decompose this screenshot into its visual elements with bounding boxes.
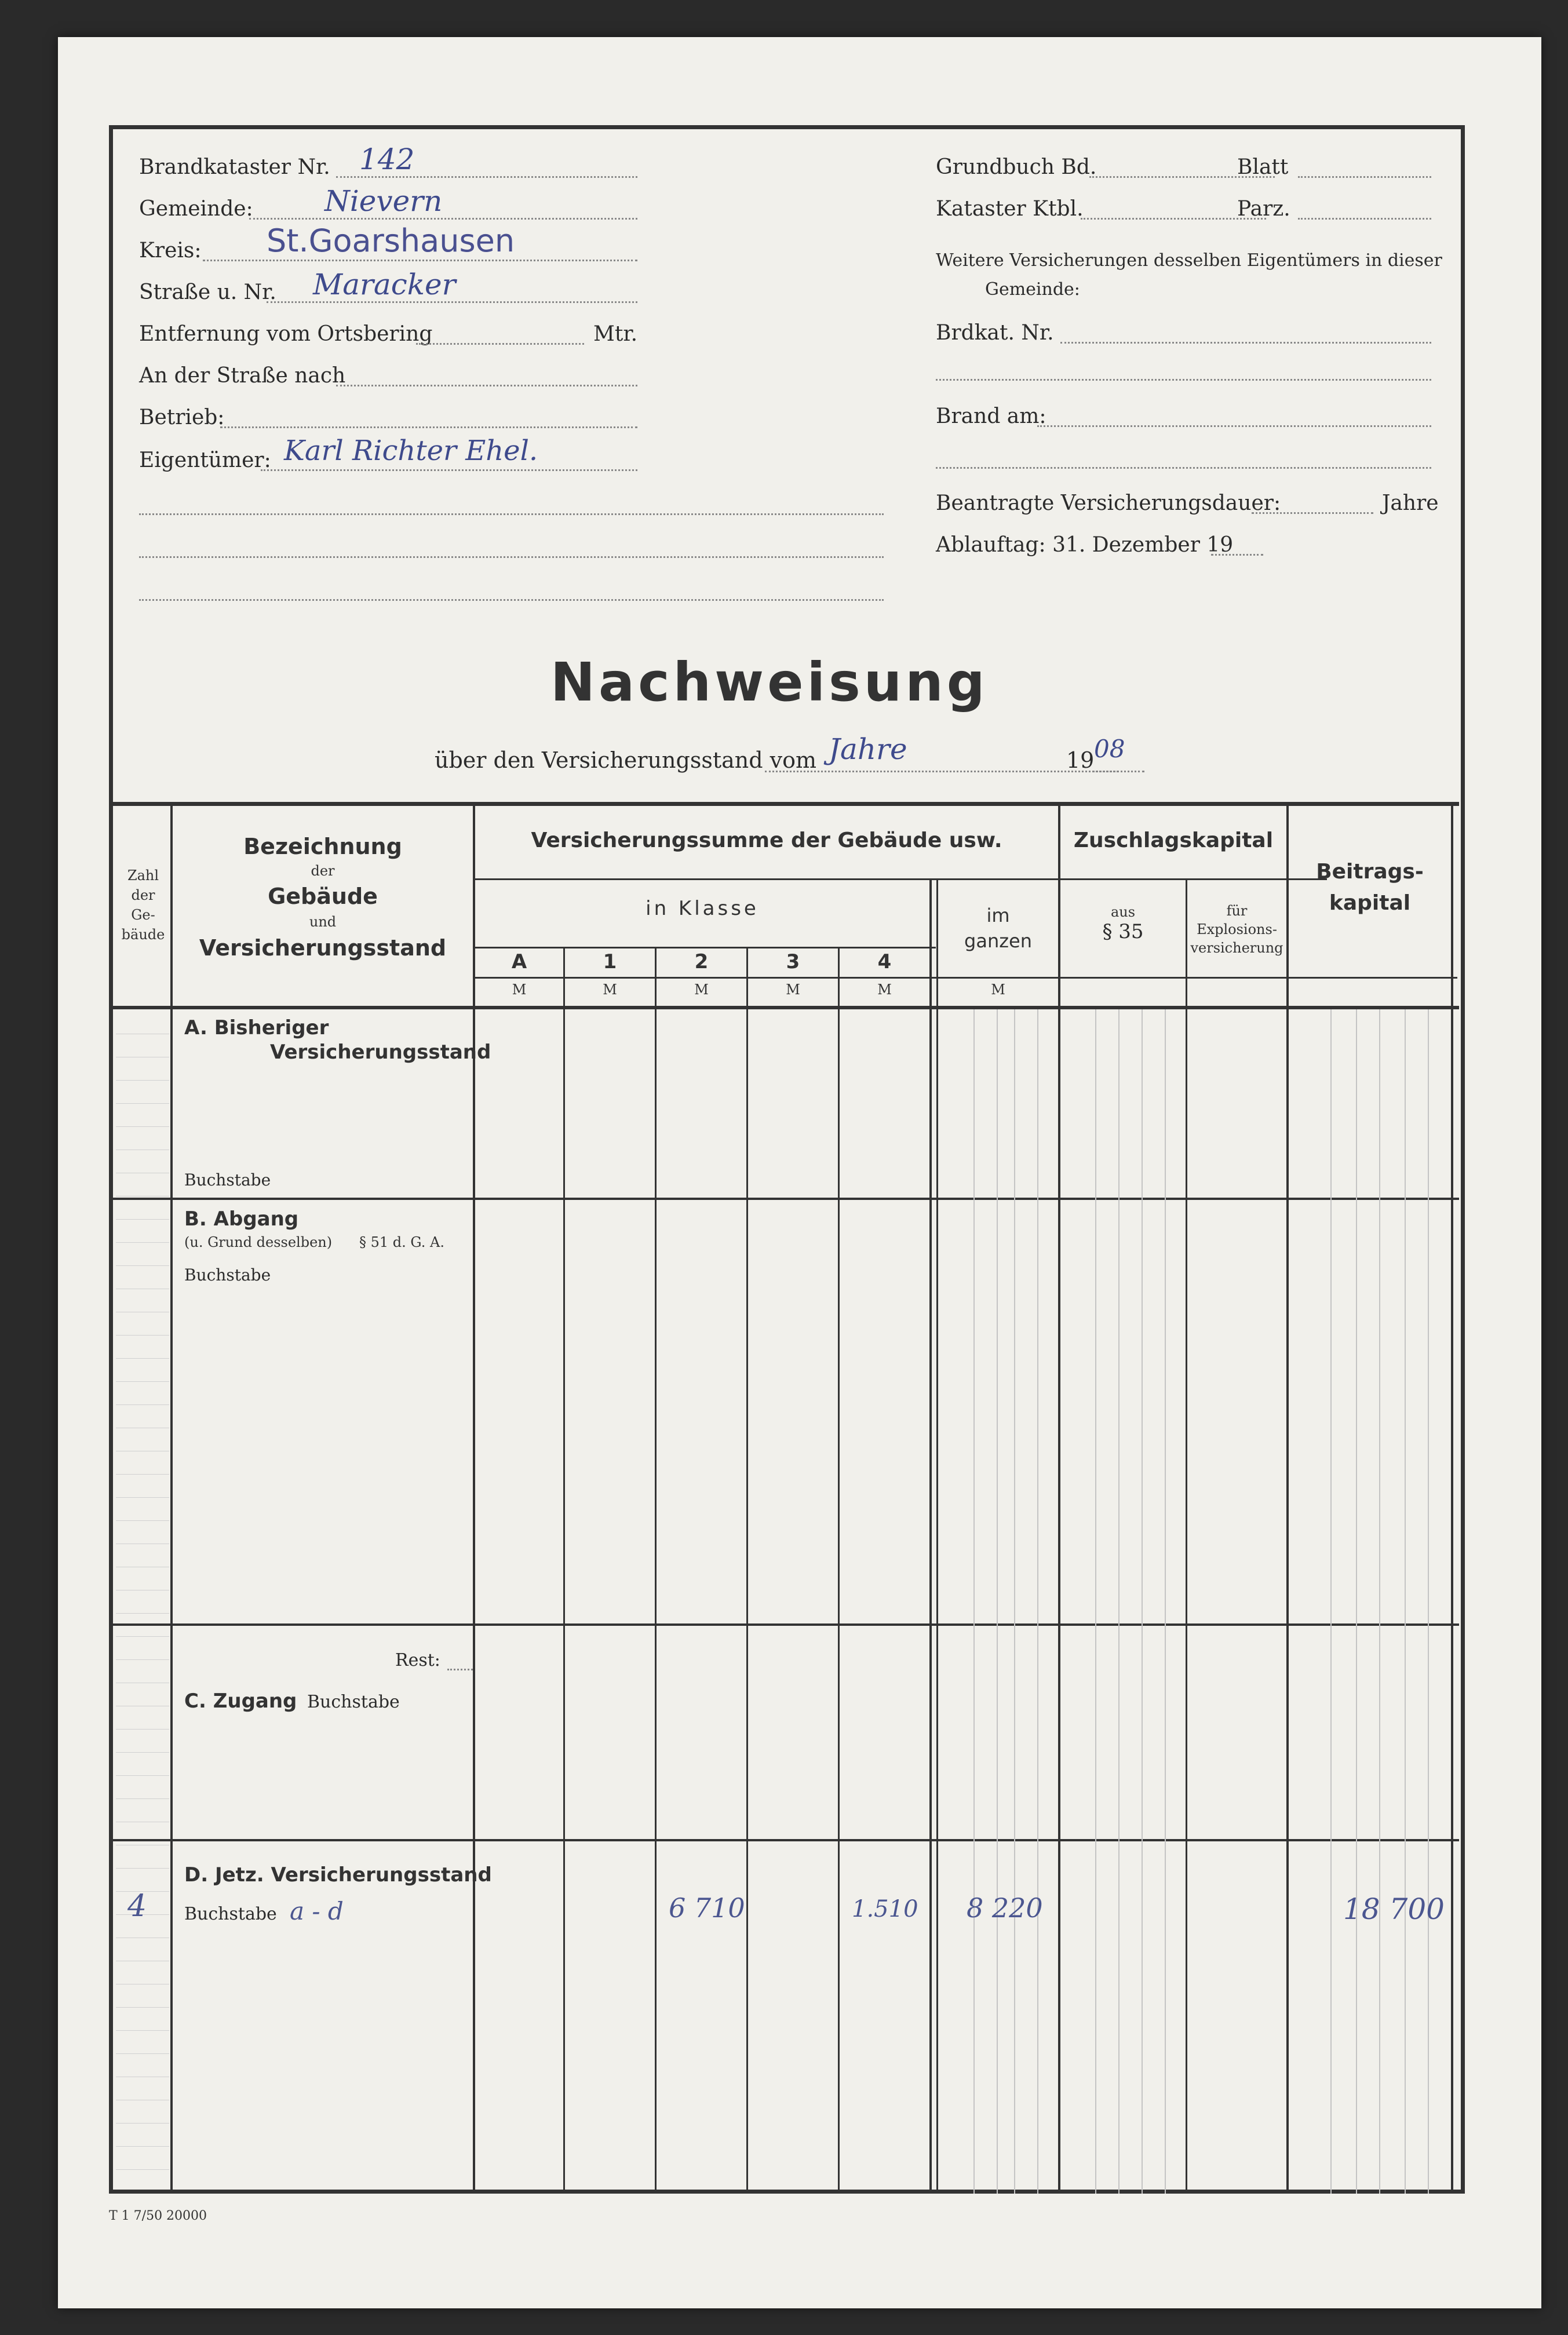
strasse-value: Maracker <box>313 268 456 301</box>
hdr-bez-1: Bezeichnung <box>243 834 402 859</box>
hdr-im: im <box>986 904 1010 926</box>
d-beitrag-value: 18 700 <box>1343 1892 1445 1926</box>
section-a-buchstabe: Buchstabe <box>184 1170 271 1190</box>
ruling-line <box>116 1659 169 1660</box>
ruling-line <box>116 1474 169 1475</box>
hdr-bezeichnung <box>173 832 473 964</box>
hdr-zahl-4: bäude <box>121 926 165 943</box>
strasse-label: Straße u. Nr. <box>139 280 276 304</box>
hdr-beitrags-1: Beitrags- <box>1316 860 1424 884</box>
grid-v <box>1356 1009 1357 2194</box>
section-c-bottom <box>111 1839 1459 1841</box>
ruling-line <box>116 2030 169 2031</box>
col-line-3 <box>838 947 840 2194</box>
hdr-explosion <box>1187 902 1286 957</box>
hdr-zahl <box>116 866 170 944</box>
hdr-klasse-a: A <box>511 950 527 973</box>
ruling-line <box>116 1219 169 1220</box>
hdr-bez-2: der <box>311 863 335 879</box>
col-line-a <box>563 947 565 2194</box>
col-line-explosion <box>1286 803 1289 2194</box>
ruling-line <box>116 1126 169 1127</box>
ruling-line <box>116 2146 169 2147</box>
unit-4: M <box>877 982 892 998</box>
ruling-line <box>116 1497 169 1498</box>
grid-v <box>1142 1009 1143 2194</box>
hdr-beitragskapital <box>1289 856 1451 919</box>
parz-label: Parz. <box>1237 197 1290 221</box>
unit-2: M <box>694 982 709 998</box>
col-line-right <box>1451 803 1453 2194</box>
hdr-aus-1: aus <box>1110 904 1136 920</box>
ruling-line <box>116 1752 169 1753</box>
rest-line <box>447 1669 473 1670</box>
ruling-line <box>116 1265 169 1266</box>
section-c-buchstabe: Buchstabe <box>307 1692 400 1712</box>
col-line-aus <box>1186 878 1187 2194</box>
ruling-line <box>116 1868 169 1869</box>
ruling-line <box>116 2169 169 2170</box>
section-c-title: C. Zugang <box>184 1690 297 1713</box>
ablauf-label: Ablauftag: 31. Dezember 19 <box>936 533 1234 557</box>
gemeinde-value: Nievern <box>324 184 443 218</box>
col-line-1 <box>655 947 657 2194</box>
grid-v <box>1165 1009 1166 2194</box>
hdr-line-klasse <box>475 878 1327 880</box>
hdr-zahl-3: Ge- <box>131 907 155 923</box>
section-d-title: D. Jetz. Versicherungsstand <box>184 1863 492 1887</box>
section-b-sub: (u. Grund desselben) <box>184 1234 333 1250</box>
hdr-bez-3: Gebäude <box>268 884 378 909</box>
entfernung-unit: Mtr. <box>593 322 638 346</box>
subtitle-value: Jahre <box>829 732 907 766</box>
brandkataster-value: 142 <box>359 143 415 176</box>
ruling-line <box>116 1636 169 1637</box>
hdr-versicherungssumme: Versicherungssumme der Gebäude usw. <box>531 829 1002 852</box>
eigentuemer-label: Eigentümer: <box>139 448 271 472</box>
hdr-para35: § 35 <box>1102 920 1144 943</box>
col-line-bez <box>473 803 475 2194</box>
d-klasse-4-value: 1.510 <box>852 1896 918 1922</box>
year-prefix: 19 <box>1066 747 1095 773</box>
hdr-im-ganzen <box>938 903 1058 954</box>
col-line-4b <box>936 878 938 2194</box>
grid-v <box>1095 1009 1096 2194</box>
ruling-line <box>116 2007 169 2008</box>
hdr-zahl-1: Zahl <box>127 867 159 884</box>
hdr-aus <box>1060 904 1186 943</box>
hdr-bez-5: Versicherungsstand <box>199 935 447 961</box>
section-d-buchstabe-value: a - d <box>290 1897 344 1925</box>
col-line-zahl <box>170 803 173 2194</box>
ruling-line <box>116 2123 169 2124</box>
year-value: 08 <box>1094 735 1125 763</box>
grid-v <box>1379 1009 1380 2194</box>
ruling-line <box>116 2053 169 2054</box>
ruling-line <box>116 1381 169 1382</box>
hdr-ganzen: ganzen <box>964 930 1032 952</box>
ruling-line <box>116 1613 169 1614</box>
unit-1: M <box>603 982 617 998</box>
header-bottom-border <box>111 1006 1459 1009</box>
grid-v <box>1405 1009 1406 2194</box>
brand-label: Brand am: <box>936 404 1046 428</box>
section-a-title: A. Bisheriger <box>184 1016 329 1039</box>
kreis-label: Kreis: <box>139 239 202 262</box>
col-line-2 <box>746 947 748 2194</box>
ruling-line <box>116 1404 169 1405</box>
hdr-bez-4: und <box>309 914 337 930</box>
col-line-4 <box>929 878 932 2194</box>
section-a-bottom <box>111 1198 1459 1200</box>
section-b-title: B. Abgang <box>184 1207 299 1231</box>
ruling-line <box>116 1358 169 1359</box>
section-b-bottom <box>111 1623 1459 1626</box>
blatt-label: Blatt <box>1237 155 1289 179</box>
brandkataster-label: Brandkataster Nr. <box>139 155 330 179</box>
entfernung-label: Entfernung vom Ortsbering <box>139 322 433 346</box>
section-a-title-2: Versicherungsstand <box>270 1041 491 1064</box>
unit-ganzen: M <box>991 982 1005 998</box>
table-top-border <box>111 802 1459 806</box>
grid-v <box>997 1009 998 2194</box>
col-line-ganzen <box>1058 803 1060 2194</box>
kreis-value: St.Goarshausen <box>267 222 515 259</box>
weitere-line-1: Weitere Versicherungen desselben Eigentümers in dieser <box>936 250 1442 271</box>
unit-3: M <box>786 982 800 998</box>
ruling-line <box>116 1775 169 1776</box>
ruling-line <box>116 1103 169 1104</box>
grid-v <box>1118 1009 1120 2194</box>
section-d-buchstabe: Buchstabe <box>184 1904 277 1924</box>
hdr-in-klasse: in Klasse <box>646 897 759 920</box>
section-b-para: § 51 d. G. A. <box>359 1234 444 1250</box>
hdr-line-units-2 <box>930 977 1457 979</box>
unit-a: M <box>512 982 527 998</box>
document-page <box>58 37 1541 2308</box>
grid-v <box>973 1009 975 2194</box>
weitere-line-2: Gemeinde: <box>985 279 1080 300</box>
ruling-line <box>116 1335 169 1336</box>
hdr-zahl-2: der <box>131 887 155 903</box>
grid-v <box>1037 1009 1038 2194</box>
rest-label: Rest: <box>395 1650 440 1670</box>
hdr-line-klassen <box>475 947 936 948</box>
hdr-fuer: für <box>1226 903 1248 919</box>
strasse-nach-label: An der Straße nach <box>139 364 346 388</box>
dauer-unit: Jahre <box>1382 491 1439 515</box>
brdkat-label: Brdkat. Nr. <box>936 321 1054 345</box>
footer-code: T 1 7/50 20000 <box>109 2209 207 2223</box>
grundbuch-label: Grundbuch Bd. <box>936 155 1097 179</box>
hdr-versicherung: versicherung <box>1190 940 1283 956</box>
ruling-line <box>116 1798 169 1799</box>
gemeinde-label: Gemeinde: <box>139 197 253 221</box>
subtitle-label: über den Versicherungsstand vom <box>435 747 817 773</box>
hdr-klasse-2: 2 <box>694 950 709 973</box>
grid-v <box>1014 1009 1015 2194</box>
page-title: Nachweisung <box>550 651 989 713</box>
d-im-ganzen-value: 8 220 <box>967 1892 1043 1924</box>
hdr-beitrags-2: kapital <box>1329 891 1411 915</box>
section-b-buchstabe: Buchstabe <box>184 1265 271 1285</box>
d-zahl-value: 4 <box>127 1889 147 1924</box>
eigentuemer-value: Karl Richter Ehel. <box>284 435 538 467</box>
grid-v <box>1330 1009 1332 2194</box>
ruling-line <box>116 1242 169 1243</box>
ruling-line <box>116 1520 169 1521</box>
hdr-klasse-3: 3 <box>786 950 800 973</box>
hdr-klasse-1: 1 <box>603 950 617 973</box>
d-klasse-2-value: 6 710 <box>669 1892 745 1924</box>
hdr-zuschlag: Zuschlagskapital <box>1073 829 1274 852</box>
hdr-klasse-4: 4 <box>877 950 892 973</box>
dauer-label: Beantragte Versicherungsdauer: <box>936 491 1281 515</box>
ruling-line <box>116 1080 169 1081</box>
ruling-line <box>116 1729 169 1730</box>
grid-v <box>1428 1009 1429 2194</box>
betrieb-label: Betrieb: <box>139 406 225 429</box>
kataster-label: Kataster Ktbl. <box>936 197 1084 221</box>
hdr-explosions: Explosions- <box>1197 921 1277 937</box>
